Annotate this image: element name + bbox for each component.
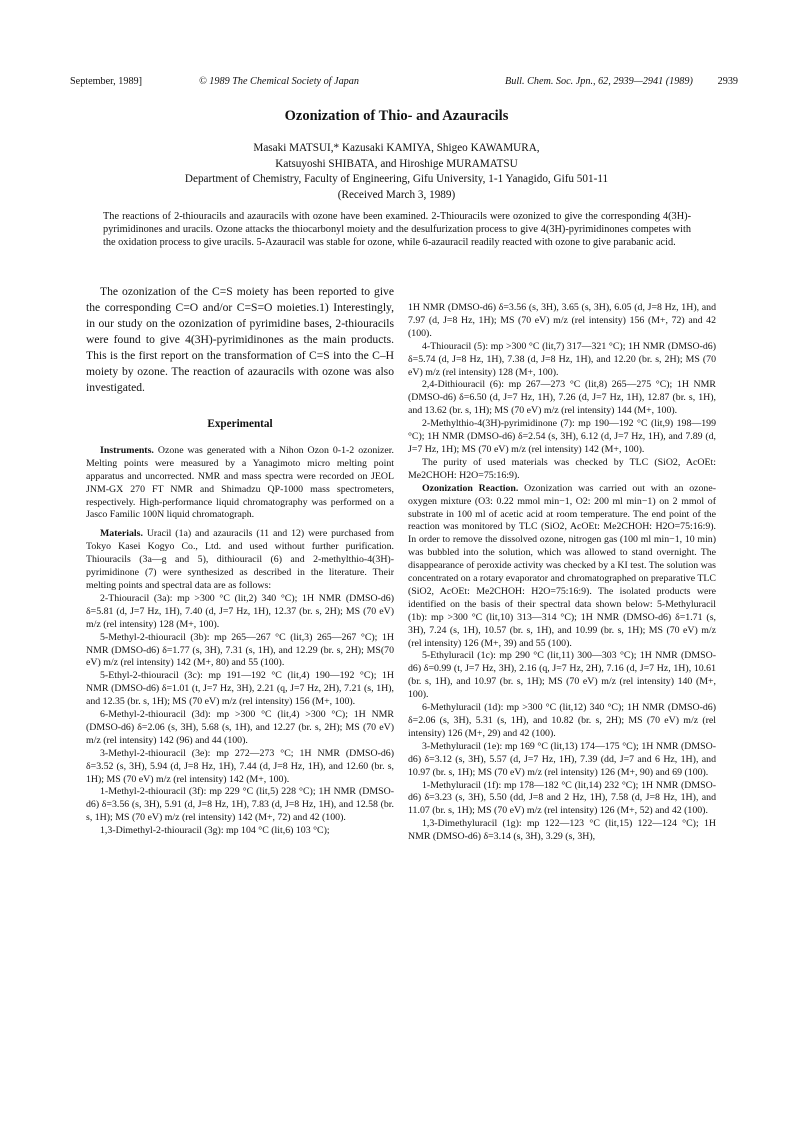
compound-1d: 6-Methyluracil (1d): mp >300 °C (lit,12) 340 °C); 1H NMR (DMSO-d6) δ=2.06 (s, 3H), 5.31 (s, 1H), and 10.82 (br. s, 2H); MS (70 eV) m/z (rel intensity) 126 (M+, 29) and 42 (100).: [408, 702, 716, 739]
received-date: (Received March 3, 1989): [337, 188, 456, 201]
affiliation: Department of Chemistry, Faculty of Engineering, Gifu University, 1-1 Yanagido, Gifu 501-11: [184, 173, 609, 185]
instruments-paragraph: [86, 445, 394, 522]
purity-paragraph: The purity of used materials was checked by TLC (SiO2, AcOEt: Me2CHOH: H2O=75:16:9).: [408, 456, 716, 481]
materials-text: Uracil (1a) and azauracils (11 and 12) were purchased from Tokyo Kasei Kogyo Co., Ltd. and used without further purification. Thiouracils (3a—g and 5), dithiouracil (6) and 2-methylthio-4(3H)-pyrimidinone (7) were synthesized as described in the literature. Their melting points and spectral data are as follows:: [86, 528, 394, 591]
right-column: [408, 302, 716, 844]
compound-6: 2,4-Dithiouracil (6): mp 267—273 °C (lit,8) 265—275 °C); 1H NMR (DMSO-d6) δ=6.50 (d, J=7 Hz, 1H), 7.26 (d, J=7 Hz, 1H), 12.87 (br. s, 1H), and 13.62 (br. s, 1H); MS (70 eV) m/z (rel intensity) 144 (M+, 100).: [408, 379, 716, 417]
materials-heading: Materials.: [100, 528, 143, 540]
compound-3b: 5-Methyl-2-thiouracil (3b): mp 265—267 °C (lit,3) 265—267 °C); 1H NMR (DMSO-d6) δ=1.77 (s, 3H), 7.31 (s, 1H), and 12.29 (br. s, 2H); MS(70 eV) m/z (rel intensity) 142 (M+, 80) and 55 (100).: [86, 631, 394, 669]
compound-3d: 6-Methyl-2-thiouracil (3d): mp >300 °C (lit,4) >300 °C); 1H NMR (DMSO-d6) δ=2.06 (s, 3H), 5.68 (s, 1H), and 12.27 (br. s, 2H); MS (70 eV) m/z (rel intensity) 142 (96) and 44 (100).: [86, 709, 394, 746]
compound-3g: 1,3-Dimethyl-2-thiouracil (3g): mp 104 °C (lit,6) 103 °C);: [100, 825, 330, 837]
compound-3g-continued: 1H NMR (DMSO-d6) δ=3.56 (s, 3H), 3.65 (s, 3H), 6.05 (d, J=8 Hz, 1H), and 7.97 (d, J=8 Hz, 1H); MS (70 eV) m/z (rel intensity) 156 (M+, 72) and 42 (100).: [408, 302, 716, 339]
ozonization-paragraph: [408, 483, 716, 651]
compound-3e: 3-Methyl-2-thiouracil (3e): mp 272—273 °C; 1H NMR (DMSO-d6) δ=3.52 (s, 3H), 5.94 (d, J=8 Hz, 1H), 7.44 (d, J=8 Hz, 1H), and 12.60 (br. s, 1H); MS (70 eV) m/z (rel intensity) 142 (M+, 100).: [86, 747, 394, 785]
authors-line-2: Katsuyoshi SHIBATA, and Hiroshige MURAMATSU: [275, 157, 518, 170]
intro-paragraph: The ozonization of the C=S moiety has been reported to give the corresponding C=O and/or C=S=O moieties.1) Interestingly, in our study on the ozonization of pyrimidine bases, 2-thiouracils were found to give 4(3H)-pyrimidinones as the main products. This is the first report on the transformation of C=S into the C–H moiety by ozone. The reaction of azauracils with ozone was also investigated.: [86, 285, 394, 394]
compound-5: 4-Thiouracil (5): mp >300 °C (lit,7) 317—321 °C); 1H NMR (DMSO-d6) δ=5.74 (d, J=8 Hz, 1H), 7.38 (d, J=8 Hz, 1H), and 12.20 (br. s, 2H); MS (70 eV) m/z (rel intensity) 128 (M+, 100).: [408, 340, 716, 378]
authors-line-1: Masaki MATSUI,* Kazusaki KAMIYA, Shigeo KAWAMURA,: [253, 142, 540, 154]
compound-1f: 1-Methyluracil (1f): mp 178—182 °C (lit,14) 232 °C); 1H NMR (DMSO-d6) δ=3.23 (s, 3H), 5.50 (dd, J=8 and 2 Hz, 1H), 7.58 (d, J=8 Hz, 1H), and 11.07 (br. s, 1H); MS (70 eV) m/z (rel intensity) 126 (M+, 52) and 42 (100).: [408, 779, 716, 817]
instruments-text: Ozone was generated with a Nihon Ozon 0-1-2 ozonizer. Melting points were measured by a Yanagimoto micro melting point apparatus and uncorrected. NMR and mass spectra were recorded on JEOL JNM-GX 270 FT NMR and Shimadzu QP-1000 mass spectrometers, respectively. High-performance liquid chromatography was performed on a Jasco Familic 100N liquid chromatograph.: [86, 444, 394, 521]
header-copyright: © 1989 The Chemical Society of Japan: [199, 76, 359, 87]
ozonization-heading: Ozonization Reaction.: [422, 482, 519, 494]
materials-paragraph: [86, 528, 394, 593]
abstract: The reactions of 2-thiouracils and azauracils with ozone have been examined. 2-Thiouracils were ozonized to give the corresponding 4(3H)-pyrimidinones and uracils. Ozone attacks the thiocarbonyl moiety and the desulfurization process to give 4(3H)-pyrimidinones competes with the oxidation process to give uracils. 5-Azauracil was stable for ozone, while 6-azauracil readily reacted with ozone to give parabanic acid.: [103, 211, 691, 248]
compound-1e: 3-Methyluracil (1e): mp 169 °C (lit,13) 174—175 °C); 1H NMR (DMSO-d6) δ=3.12 (s, 3H), 5.57 (d, J=7 Hz, 1H), 7.39 (dd, J=7 and 6 Hz, 1H), and 10.97 (br. s, 1H); MS (70 eV) m/z (rel intensity) 126 (M+, 90) and 69 (100).: [408, 740, 716, 778]
compound-1c: 5-Ethyluracil (1c): mp 290 °C (lit,11) 300—303 °C); 1H NMR (DMSO-d6) δ=0.99 (t, J=7 Hz, 3H), 2.16 (q, J=7 Hz, 2H), 7.16 (d, J=7 Hz, 1H), 10.61 (br. s, 1H), and 10.97 (br. s, 1H); MS (70 eV) m/z (rel intensity) 140 (M+, 100).: [408, 650, 716, 701]
section-heading-experimental: Experimental: [207, 418, 273, 430]
compound-7: 2-Methylthio-4(3H)-pyrimidinone (7): mp 190—192 °C (lit,9) 198—199 °C); 1H NMR (DMSO-d6) δ=2.54 (s, 3H), 6.12 (d, J=7 Hz, 1H), and 7.89 (d, J=7 Hz, 1H); MS (70 eV) m/z (rel intensity) 142 (M+, 100).: [408, 418, 716, 455]
header-journal: Bull. Chem. Soc. Jpn., 62, 2939—2941 (1989): [505, 76, 693, 87]
left-column: [86, 284, 394, 838]
header-date: September, 1989]: [70, 76, 143, 87]
running-header: [70, 76, 738, 90]
compound-3a: 2-Thiouracil (3a): mp >300 °C (lit,2) 340 °C); 1H NMR (DMSO-d6) δ=5.81 (d, J=7 Hz, 1H), 7.40 (d, J=7 Hz, 1H), 12.37 (br. s, 2H); MS (70 eV) m/z (rel intensity) 128 (M+, 100).: [86, 592, 394, 630]
ozonization-text: Ozonization was carried out with an ozone-oxygen mixture (O3: 0.22 mmol min−1, O2: 200 ml min−1) on 2 mmol of substrate in 100 ml of acetic acid at room temperature. The end point of the reaction was monitored by TLC (SiO2, AcOEt: Me2CHOH: H2O=75:16:9). In order to remove the dissolved ozone, nitrogen gas (100 ml min−1, 10 min) was bubbled into the solution, which was allowed to stand overnight. The disappearance of peroxide activity was checked by a KI test. The solution was concentrated on a rotary evaporator and chromatographed on preparative TLC (SiO2, AcOEt: Me2CHOH: H2O=75:16:9). The isolated products were identified on the basis of their spectral data shown below: 5-Methyluracil (1b): mp >300 °C (lit,10) 313—314 °C); 1H NMR (DMSO-d6) δ=1.71 (s, 3H), 7.24 (s, 1H), 10.57 (br. s, 1H), and 10.99 (br. s, 1H); MS (70 eV) m/z (rel intensity) 126 (M+, 39) and 55 (100).: [408, 482, 716, 649]
header-page-number: 2939: [717, 76, 738, 87]
article-title: Ozonization of Thio- and Azauracils: [284, 108, 509, 124]
compound-3c: 5-Ethyl-2-thiouracil (3c): mp 191—192 °C (lit,4) 190—192 °C); 1H NMR (DMSO-d6) δ=1.01 (t, J=7 Hz, 3H), 2.21 (q, J=7 Hz, 2H), 7.21 (s, 1H), and 12.35 (br. s, 1H); MS (70 eV) m/z (rel intensity) 156 (M+, 100).: [86, 670, 394, 708]
instruments-heading: Instruments.: [100, 444, 154, 456]
compound-1g: 1,3-Dimethyluracil (1g): mp 122—123 °C (lit,15) 122—124 °C); 1H NMR (DMSO-d6) δ=3.14 (s, 3H), 3.29 (s, 3H),: [408, 818, 716, 843]
author-block: [0, 141, 793, 203]
compound-3f: 1-Methyl-2-thiouracil (3f): mp 229 °C (lit,5) 228 °C); 1H NMR (DMSO-d6) δ=3.56 (s, 3H), 5.91 (d, J=8 Hz, 1H), 7.83 (d, J=8 Hz, 1H), and 12.58 (br. s, 1H); MS (70 eV) m/z (rel intensity) 142 (M+, 72) and 42 (100).: [86, 786, 394, 824]
